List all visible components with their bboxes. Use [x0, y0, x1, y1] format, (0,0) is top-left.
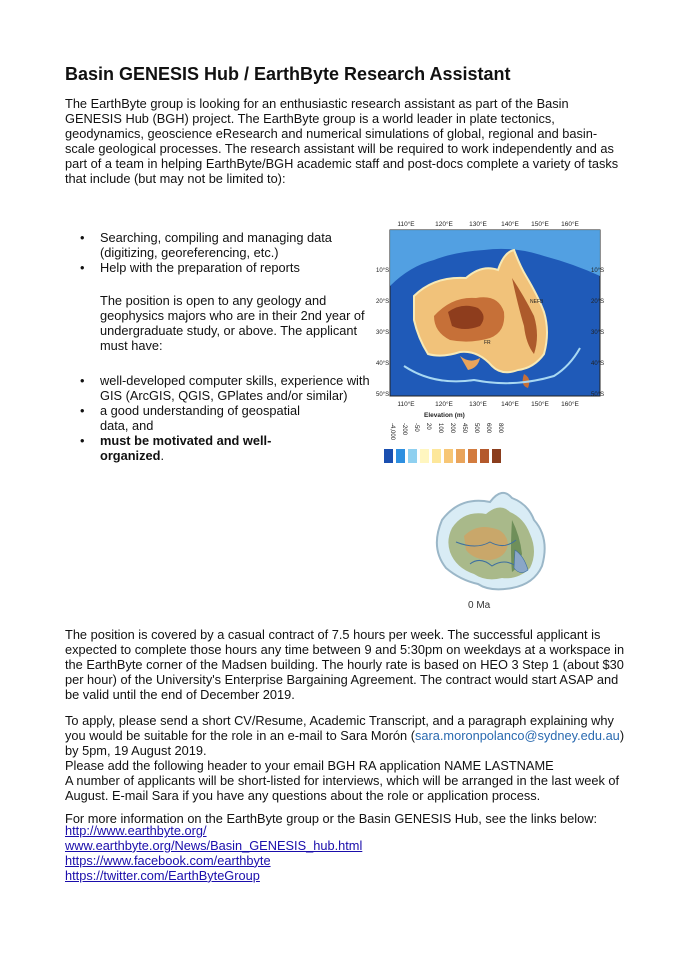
email-header-note: Please add the following header to your email BGH RA application NAME LASTNAME	[65, 757, 554, 773]
legend-swatch	[492, 449, 501, 463]
page-title: Basin GENESIS Hub / EarthByte Research Assistant	[65, 64, 511, 84]
more-info-text: For more information on the EarthByte group or the Basin GENESIS Hub, see the links below:	[65, 811, 598, 826]
legend-swatch	[444, 449, 453, 463]
link-list	[65, 824, 362, 884]
legend-value: 800	[497, 423, 503, 434]
map-bottom-tick: 120°E	[435, 401, 453, 408]
map-top-tick: 130°E	[469, 221, 487, 228]
legend-swatch	[456, 449, 465, 463]
task-item-reports: • Help with the preparation of reports	[80, 260, 370, 275]
map-top-tick: 150°E	[531, 221, 549, 228]
map-region-label: FR	[484, 340, 491, 346]
map-bottom-tick: 130°E	[469, 401, 487, 408]
intro-paragraph: The EarthByte group is looking for an enthusiastic research assistant as part of the Basin GENESIS Hub (BGH) project. The EarthByte group is a world leader in plate tectonics, geodynamics, geoscience eResearch and numerical simulations of global, regional and basin-scale geological processes. The research assistant will be required to work independently and as part of a team in helping EarthByte/BGH academic staff and post-docs complete a variety of tasks that include (but may not be limited to):	[65, 96, 619, 186]
twitter-link[interactable]: https://twitter.com/EarthByteGroup	[65, 867, 260, 883]
shortlist-text: A number of applicants will be short-listed for interviews, which will be arranged in the last week of August. E-mail Sara if you have any questions about the role or application process.	[65, 772, 620, 803]
position-open-text: The position is open to any geology and geophysics majors who are in their 2nd year of undergraduate study, or above. The applicant must have:	[100, 293, 365, 353]
earthbyte-link[interactable]: http://www.earthbyte.org/	[65, 823, 207, 838]
task-list	[80, 230, 370, 275]
legend-swatch	[384, 449, 393, 463]
apply-deadline: ) by 5pm, 19 August 2019.	[65, 727, 625, 758]
map-bottom-tick: 140°E	[501, 401, 519, 408]
requirement-item-geospatial: • a good understanding of geospatial data, and	[80, 403, 320, 433]
map-bottom-tick: 110°E	[397, 401, 415, 408]
map-region-label: NEFB	[530, 299, 544, 305]
task-item-data: • Searching, compiling and managing data (digitizing, georeferencing, etc.)	[80, 230, 370, 260]
map-top-tick: 160°E	[561, 221, 579, 228]
map-lat-tick: 10°S	[591, 268, 605, 274]
legend-value: 200	[449, 423, 455, 434]
apply-paragraph	[65, 714, 625, 803]
legend-value: 100	[437, 423, 443, 434]
paleogeography-map	[420, 480, 560, 615]
map-bottom-tick: 150°E	[531, 401, 549, 408]
map-lat-tick: 30°S	[376, 330, 390, 336]
map-top-tick: 110°E	[397, 221, 415, 228]
email-link[interactable]: sara.moronpolanco@sydney.edu.au	[414, 727, 620, 743]
legend-swatch	[468, 449, 477, 463]
map-lat-tick: 10°S	[376, 268, 390, 274]
legend-value: 600	[485, 423, 491, 434]
map-age-caption: 0 Ma	[468, 600, 491, 611]
map-lat-tick: 20°S	[376, 299, 390, 305]
requirement-list	[80, 373, 370, 463]
map-top-tick: 120°E	[435, 221, 453, 228]
legend-swatch	[480, 449, 489, 463]
legend-value: -200	[401, 423, 407, 436]
legend-value: 450	[461, 423, 467, 434]
legend-swatch	[408, 449, 417, 463]
legend-value: 500	[473, 423, 479, 434]
legend-swatch	[396, 449, 405, 463]
legend-swatch	[420, 449, 429, 463]
legend-value: -4,000	[389, 423, 395, 441]
apply-text: To apply, please send a short CV/Resume, Academic Transcript, and a paragraph explaining why you would be suitable for the role in an e-mail to Sara Morón (	[65, 713, 614, 743]
map-top-tick: 140°E	[501, 221, 519, 228]
requirement-bold-text: must be motivated and well-organized	[100, 433, 272, 463]
legend-value: 20	[425, 423, 431, 430]
map-lat-tick: 40°S	[376, 361, 390, 367]
map-lat-tick: 20°S	[591, 299, 605, 305]
map-lat-tick: 40°S	[591, 361, 605, 367]
legend-value: -50	[413, 423, 419, 432]
requirement-item-motivated	[80, 433, 280, 463]
map-lat-tick: 30°S	[591, 330, 605, 336]
australia-elevation-map	[374, 216, 612, 466]
map-lat-tick: 50°S	[591, 392, 605, 398]
basin-genesis-link[interactable]: www.earthbyte.org/News/Basin_GENESIS_hub.html	[65, 837, 363, 853]
facebook-link[interactable]: https://www.facebook.com/earthbyte	[65, 852, 271, 868]
legend-swatch	[432, 449, 441, 463]
map-bottom-tick: 160°E	[561, 401, 579, 408]
requirement-period: .	[160, 448, 164, 463]
legend-title: Elevation (m)	[424, 412, 465, 419]
map-lat-tick: 50°S	[376, 392, 390, 398]
contract-paragraph: The position is covered by a casual contract of 7.5 hours per week. The successful applicant is expected to complete those hours any time between 9 and 5:30pm on weekdays at a workspace in the EarthByte corner of the Madsen building. The hourly rate is based on HEO 3 Step 1 (about $30 per hour) of the University's Enterprise Bargaining Agreement. The contract would start ASAP and be valid until the end of December 2019.	[65, 627, 625, 702]
requirement-item-computer: • well-developed computer skills, experience with GIS (ArcGIS, QGIS, GPlates and/or similar)	[80, 373, 370, 403]
